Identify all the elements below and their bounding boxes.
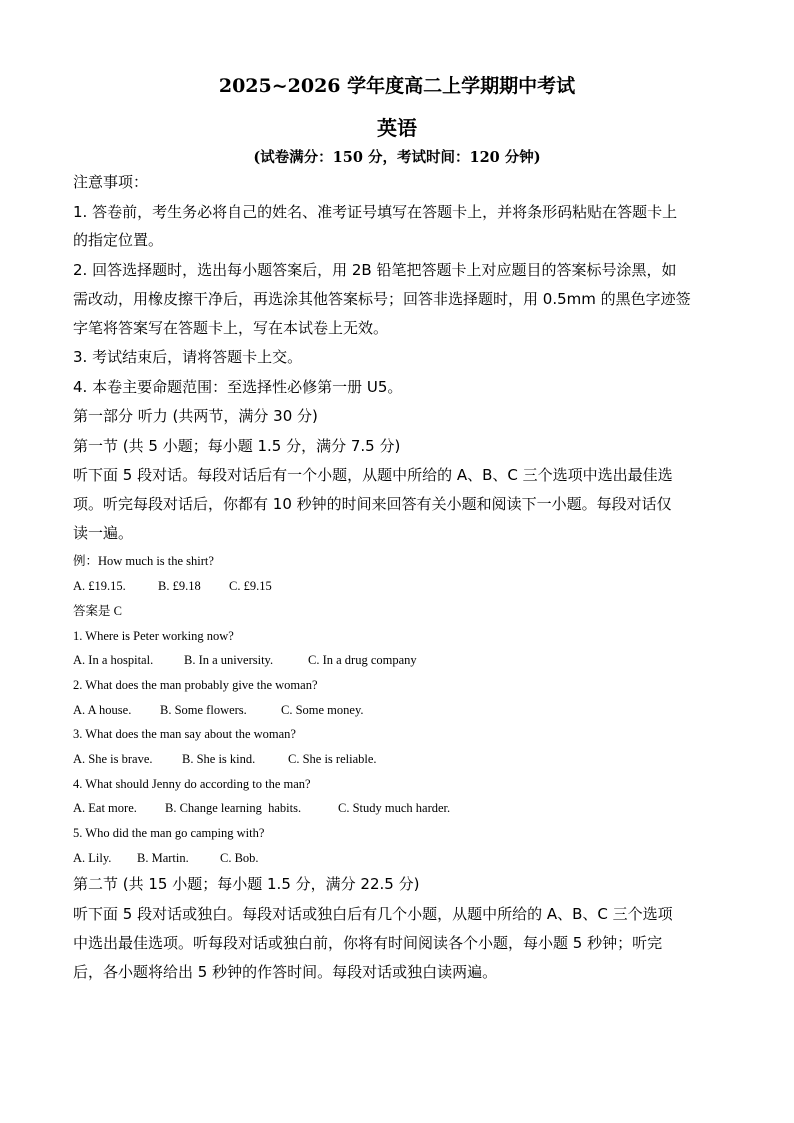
question-2-option-c: C. Some money. <box>281 703 364 717</box>
question-4-option-b: B. Change learning habits. <box>165 801 302 815</box>
question-5-option-a: A. Lily. <box>73 851 112 865</box>
instruction-item-2-line-3: 字笔将答案写在答题卡上，写在本试卷上无效。 <box>73 319 389 337</box>
question-1-option-a: A. In a hospital. <box>73 653 154 667</box>
question-2-option-b: B. Some flowers. <box>160 703 247 717</box>
question-2-option-a: A. A house. <box>73 703 132 717</box>
example-option-a: A. £19.15. <box>73 579 126 593</box>
question-4: 4. What should Jenny do according to the man? <box>73 777 311 791</box>
instruction-item-2-line-1: 2. 回答选择题时，选出每小题答案后，用 2B 铅笔把答题卡上对应题目的答案标号涂黑，如 <box>73 261 677 279</box>
section-1-heading: 第一节 (共 5 小题；每小题 1.5 分，满分 7.5 分) <box>73 437 401 455</box>
example-question: 例：How much is the shirt? <box>73 554 214 568</box>
instruction-item-3: 3. 考试结束后，请将答题卡上交。 <box>73 348 303 366</box>
instruction-item-1-line-1: 1. 答卷前，考生务必将自己的姓名、准考证号填写在答题卡上，并将条形码粘贴在答题卡上 <box>73 203 678 221</box>
example-option-c: C. £9.15 <box>229 579 272 593</box>
question-5: 5. Who did the man go camping with? <box>73 826 265 840</box>
section-1-directions-line-1: 听下面 5 段对话。每段对话后有一个小题，从题中所给的 A、B、C 三个选项中选出最佳选 <box>73 466 673 484</box>
subject-title: 英语 <box>377 116 417 140</box>
exam-info: (试卷满分：150 分，考试时间：120 分钟) <box>253 149 541 166</box>
instruction-item-1-line-2: 的指定位置。 <box>73 231 164 249</box>
question-1-option-c: C. In a drug company <box>308 653 417 667</box>
instructions-heading: 注意事项： <box>73 173 149 191</box>
example-option-b: B. £9.18 <box>158 579 201 593</box>
question-5-option-c: C. Bob. <box>220 851 259 865</box>
question-4-option-a: A. Eat more. <box>73 801 137 815</box>
section-2-directions-line-2: 中选出最佳选项。听每段对话或独白前，你将有时间阅读各个小题，每小题 5 秒钟；听完 <box>73 934 663 952</box>
section-2-directions-line-1: 听下面 5 段对话或独白。每段对话或独白后有几个小题，从题中所给的 A、B、C 三个选项 <box>73 905 673 923</box>
instruction-item-4: 4. 本卷主要命题范围：至选择性必修第一册 U5。 <box>73 378 403 396</box>
part-1-heading: 第一部分 听力 (共两节，满分 30 分) <box>73 407 318 425</box>
section-1-directions-line-2: 项。听完每段对话后，你都有 10 秒钟的时间来回答有关小题和阅读下一小题。每段对话仅 <box>73 495 672 513</box>
section-2-directions-line-3: 后，各小题将给出 5 秒钟的作答时间。每段对话或独白读两遍。 <box>73 963 498 981</box>
question-3-option-c: C. She is reliable. <box>288 752 377 766</box>
question-5-option-b: B. Martin. <box>137 851 189 865</box>
question-2: 2. What does the man probably give the woman? <box>73 678 318 692</box>
question-1: 1. Where is Peter working now? <box>73 629 234 643</box>
question-4-option-c: C. Study much harder. <box>338 801 451 815</box>
question-3: 3. What does the man say about the woman? <box>73 727 296 741</box>
question-1-option-b: B. In a university. <box>184 653 274 667</box>
section-1-directions-line-3: 读一遍。 <box>73 524 134 542</box>
example-answer: 答案是 C <box>73 604 122 618</box>
question-3-option-a: A. She is brave. <box>73 752 153 766</box>
question-3-option-b: B. She is kind. <box>182 752 256 766</box>
exam-title: 2025~2026 学年度高二上学期期中考试 <box>218 75 576 97</box>
section-2-heading: 第二节 (共 15 小题；每小题 1.5 分，满分 22.5 分) <box>73 875 420 893</box>
instruction-item-2-line-2: 需改动，用橡皮擦干净后，再选涂其他答案标号；回答非选择题时，用 0.5mm 的黑色字迹签 <box>73 290 691 308</box>
